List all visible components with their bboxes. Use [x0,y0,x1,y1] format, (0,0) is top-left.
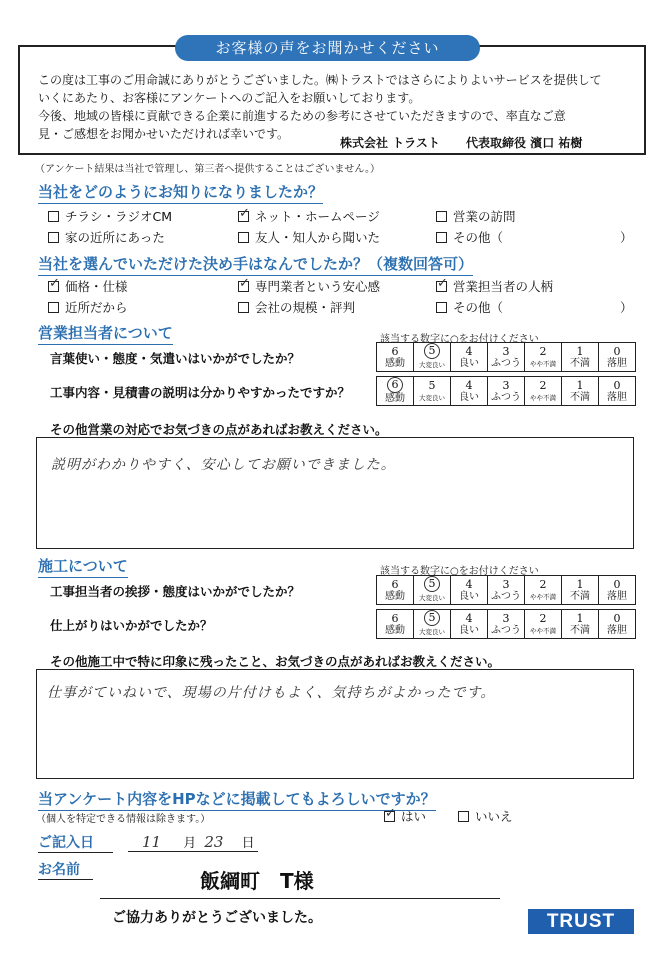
rating-cell[interactable] [451,610,488,639]
publish-yes[interactable] [384,807,426,825]
q1-option-checkbox[interactable] [238,211,249,222]
rating-label: やや不満 [530,393,556,402]
rating-caption: 該当する数字に○をお付けください [380,566,539,577]
rating-label: 不満 [570,624,590,636]
q2-option[interactable] [436,277,553,295]
publish-yes-label: はい [401,809,427,824]
publish-note: （個人を特定できる情報は除きます。） [36,814,211,825]
rating-value: 1 [576,611,584,625]
rating-value: 1 [576,577,584,591]
q1-option[interactable] [238,228,380,246]
intro-line: いくにあたり、お客様にアンケートへのご記入をお願いしております。 [38,91,421,105]
rating-caption: 該当する数字に○をお付けください [380,334,539,345]
q2-option-checkbox[interactable] [48,302,59,313]
q1-heading: 当社をどのようにお知りになりましたか？ [38,181,323,204]
rating-cell[interactable] [488,343,525,372]
sales-heading: 営業担当者について [38,322,173,345]
q1-option-label: 営業の訪問 [453,209,516,224]
construction-question-2: 仕上がりはいかがでしたか？ [50,618,213,633]
rating-value: 2 [539,611,547,625]
company-signature [340,134,630,151]
q2-option[interactable] [48,298,128,316]
rating-label: 感動 [385,357,405,369]
rating-label: 不満 [570,590,590,602]
rating-label: 良い [459,624,479,636]
q2-heading: 当社を選んでいただけた決め手はなんでしたか？（複数回答可） [38,253,473,276]
sales-rating-2[interactable] [376,376,636,406]
rating-value: 0 [613,577,621,591]
rating-value: 3 [502,611,510,625]
construction-heading: 施工について [38,555,128,578]
q1-option[interactable] [436,228,503,246]
date-label: ご記入日 [38,832,113,853]
thanks-message: ご協力ありがとうございました。 [112,910,322,926]
q2-option-checkbox[interactable] [48,281,59,292]
sales-comment-prompt: その他営業の対応でお気づきの点があればお教えください。 [50,422,388,437]
rating-label: 落胆 [607,391,627,403]
q1-option-checkbox[interactable] [48,232,59,243]
rating-value: 6 [391,577,399,591]
sales-rating-1[interactable] [376,342,636,372]
rating-value: 0 [613,344,621,358]
rating-label: 大変良い [419,594,445,602]
q1-option-checkbox[interactable] [436,232,447,243]
q2-option-label: 専門業者という安心感 [255,279,381,294]
rating-label: 落胆 [607,357,627,369]
intro-line: この度は工事のご用命誠にありがとうございました。㈱トラストではさらによりよいサービスを提供して [38,73,602,87]
publish-no-checkbox[interactable] [458,811,469,822]
rating-label: 大変良い [419,393,445,402]
rating-label: 大変良い [419,361,445,369]
rating-cell[interactable] [525,610,562,639]
rating-label: ふつう [491,391,521,403]
rating-cell[interactable] [414,610,451,639]
sales-comment: 説明がわかりやすく、安心してお願いできました。 [51,457,396,473]
q1-option-label: 家の近所にあった [65,230,165,245]
rating-label: ふつう [491,590,521,602]
rating-value-selected: 6 [387,377,403,393]
rating-value-selected: 5 [424,610,440,626]
name-underline [100,898,500,899]
rating-cell[interactable] [488,610,525,639]
q2-option[interactable] [48,277,128,295]
rating-label: 大変良い [419,628,445,636]
q2-option-label: 近所だから [65,300,128,315]
construction-question-1: 工事担当者の挨拶・態度はいかがでしたか？ [50,584,301,599]
rating-cell[interactable] [414,377,451,406]
trust-logo: TRUST [528,909,634,934]
rating-label: 良い [459,391,479,403]
rating-cell[interactable] [599,343,636,372]
date-month-unit: 月 [183,836,197,851]
rating-cell[interactable] [525,377,562,406]
rating-value: 6 [391,344,399,358]
rating-value: 0 [613,611,621,625]
rating-label: 良い [459,590,479,602]
date-field[interactable] [128,832,258,852]
q1-option-label: ネット・ホームページ [255,209,380,224]
rating-cell[interactable] [562,576,599,605]
date-day: 23 [204,833,224,851]
rating-label: 感動 [385,590,405,602]
representative: 代表取締役 濱口 祐樹 [466,136,583,150]
intro-line: 見・ご感想をお聞かせいただければ幸いです。 [38,127,290,141]
q1-option[interactable] [436,207,516,225]
rating-label: やや不満 [530,592,556,601]
rating-value: 4 [465,577,473,591]
rating-label: 良い [459,357,479,369]
q2-other-close-paren: ） [620,300,633,315]
q2-option-label: 価格・仕様 [65,279,128,294]
construction-comment-prompt: その他施工中で特に印象に残ったこと、お気づきの点があればお教えください。 [50,654,501,669]
rating-value: 1 [576,344,584,358]
rating-value: 3 [502,577,510,591]
sales-question-2: 工事内容・見積書の説明は分かりやすかったですか？ [50,385,351,400]
rating-value: 4 [465,378,473,392]
rating-label: 不満 [570,357,590,369]
rating-cell[interactable] [377,610,414,639]
publish-yes-checkbox[interactable] [384,811,395,822]
rating-value: 4 [465,611,473,625]
company-name: 株式会社 トラスト [340,136,440,150]
rating-value: 2 [539,344,547,358]
rating-value: 6 [391,611,399,625]
rating-cell[interactable] [599,576,636,605]
q2-option-checkbox[interactable] [238,302,249,313]
rating-value: 4 [465,344,473,358]
construction-comment: 仕事がていねいで、現場の片付けもよく、気持ちがよかったです。 [47,685,496,701]
q2-option-checkbox[interactable] [238,281,249,292]
rating-label: 感動 [385,393,405,404]
rating-cell[interactable] [451,343,488,372]
rating-label: やや不満 [530,359,556,368]
q2-option[interactable] [238,298,355,316]
publish-heading: 当アンケート内容をHPなどに掲載してもよろしいですか？ [38,788,436,811]
rating-value-selected: 5 [424,343,440,359]
rating-label: 感動 [385,624,405,636]
date-day-unit: 日 [241,836,255,851]
rating-cell[interactable] [488,576,525,605]
q1-option-label: チラシ・ラジオCM [65,209,173,224]
q1-option[interactable] [48,228,165,246]
q1-option-checkbox[interactable] [436,211,447,222]
rating-label: 不満 [570,391,590,403]
rating-label: 落胆 [607,624,627,636]
rating-cell[interactable] [414,576,451,605]
construction-comment-box[interactable] [36,669,634,779]
sales-comment-box[interactable] [36,437,634,549]
q1-option-checkbox[interactable] [238,232,249,243]
rating-cell[interactable] [562,610,599,639]
sales-question-1: 言葉使い・態度・気遣いはいかがでしたか？ [50,351,301,366]
rating-cell[interactable] [525,343,562,372]
q2-option-checkbox[interactable] [436,302,447,313]
rating-value-selected: 5 [424,576,440,592]
q2-option[interactable] [436,298,503,316]
publish-no-label: いいえ [475,809,513,824]
intro-line: 今後、地域の皆様に貢献できる企業に前進するための参考にさせていただきますので、率直なご意 [38,109,566,123]
q1-option[interactable] [48,207,172,225]
rating-cell[interactable] [377,576,414,605]
rating-cell[interactable] [599,377,636,406]
rating-cell[interactable] [599,610,636,639]
q1-option[interactable] [238,207,380,225]
intro-text [38,71,638,143]
name-label: お名前 [38,859,93,880]
page-title: お客様の声をお聞かせください [175,35,480,61]
construction-rating-2[interactable] [376,609,636,639]
q2-option-label: その他（ [453,300,504,315]
q1-option-checkbox[interactable] [48,211,59,222]
date-month: 11 [142,833,162,851]
rating-cell[interactable] [451,377,488,406]
privacy-note: （アンケート結果は当社で管理し、第三者へ提供することはございません。） [35,164,380,175]
q2-option-label: 営業担当者の人柄 [453,279,554,294]
q2-option-checkbox[interactable] [436,281,447,292]
rating-value: 3 [502,344,510,358]
q1-other-close-paren: ） [620,230,633,245]
rating-label: 落胆 [607,590,627,602]
q2-option[interactable] [238,277,380,295]
rating-cell[interactable] [488,377,525,406]
rating-value: 2 [539,378,547,392]
rating-value: 0 [613,378,621,392]
rating-cell[interactable] [451,576,488,605]
rating-label: ふつう [491,624,521,636]
q2-option-label: 会社の規模・評判 [255,300,356,315]
construction-rating-1[interactable] [376,575,636,605]
rating-value: 3 [502,378,510,392]
publish-no[interactable] [458,807,513,825]
rating-cell[interactable] [414,343,451,372]
q1-option-label: 友人・知人から聞いた [255,230,381,245]
rating-label: ふつう [491,357,521,369]
rating-cell[interactable] [562,343,599,372]
rating-value: 5 [428,378,436,392]
q1-option-label: その他（ [453,230,504,245]
rating-value: 1 [576,378,584,392]
rating-label: やや不満 [530,626,556,635]
rating-cell[interactable] [525,576,562,605]
rating-value: 2 [539,577,547,591]
customer-name: 飯綱町 T様 [200,869,314,893]
rating-cell[interactable] [377,377,414,406]
rating-cell[interactable] [377,343,414,372]
rating-cell[interactable] [562,377,599,406]
